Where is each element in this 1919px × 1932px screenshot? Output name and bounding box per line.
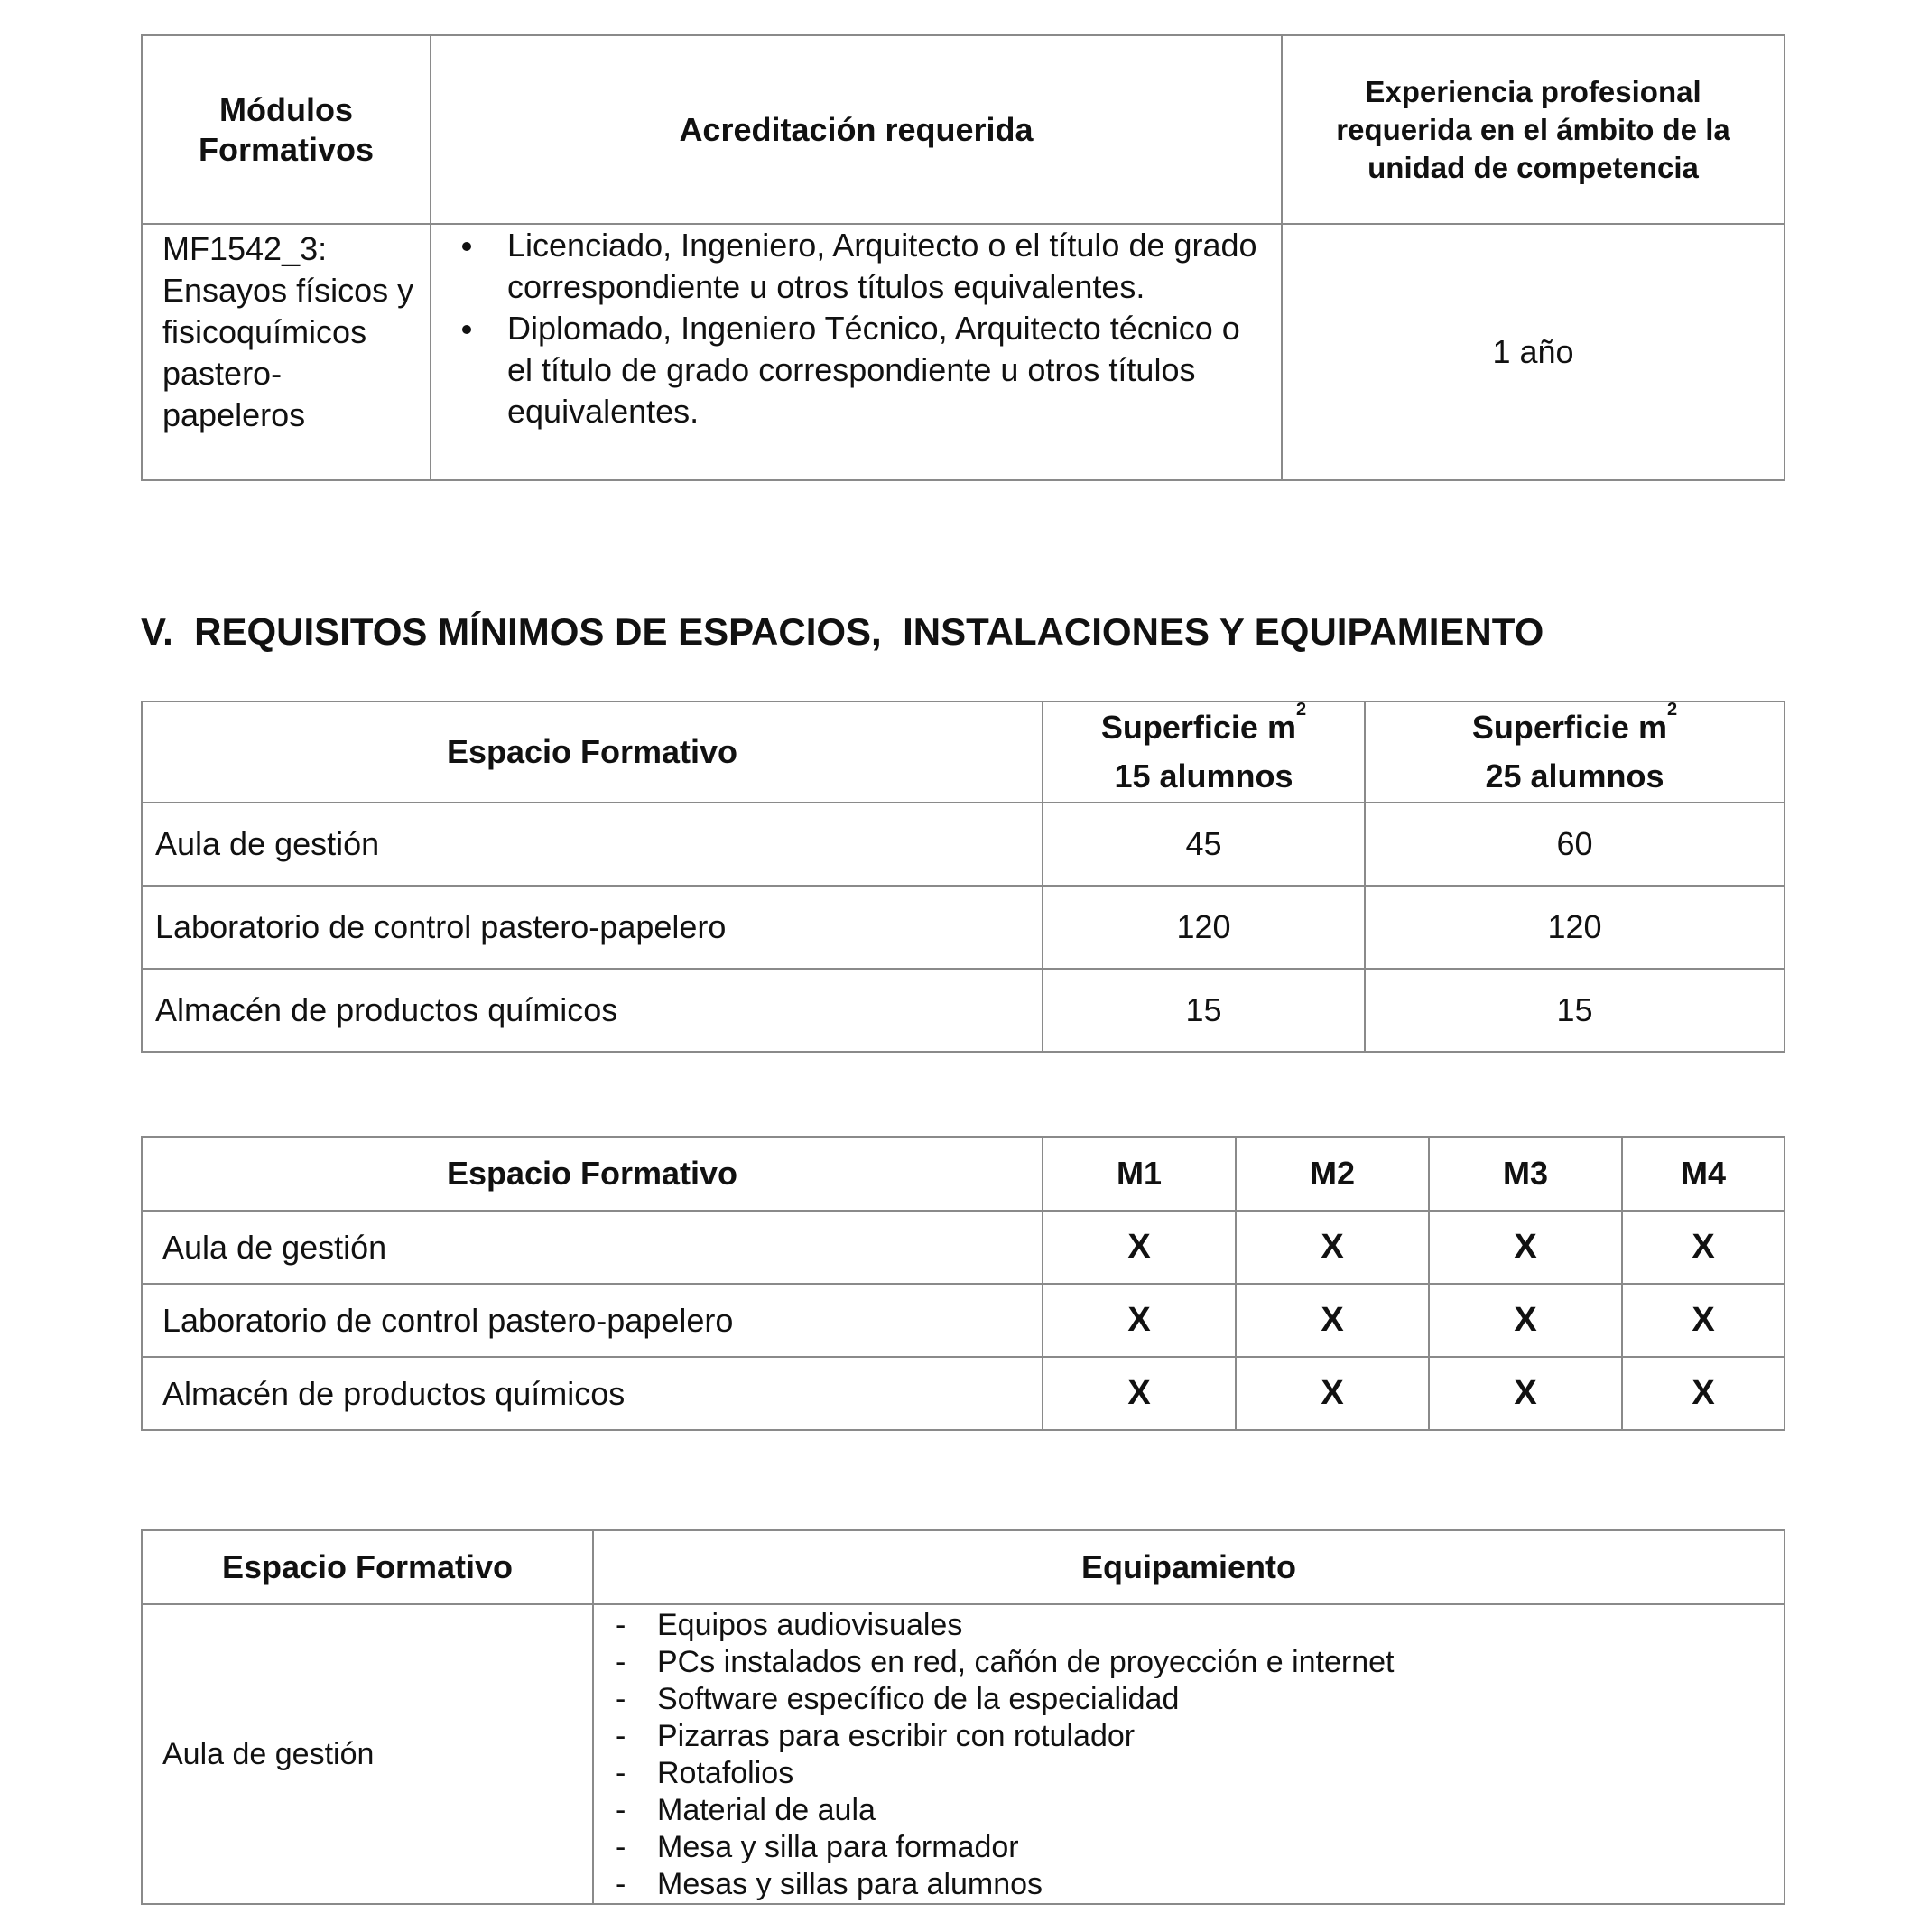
header-equipamiento: Equipamiento xyxy=(593,1530,1785,1604)
header-superficie-label: Superficie m xyxy=(1100,709,1296,746)
list-item: - Equipos audiovisuales xyxy=(612,1607,1775,1644)
mark-cell: X xyxy=(1043,1211,1236,1284)
superscript: 2 xyxy=(1295,700,1307,720)
table-row xyxy=(142,886,1785,969)
header-superficie-25 xyxy=(1365,701,1785,803)
header-m4: M4 xyxy=(1622,1137,1785,1211)
table-header-row xyxy=(142,701,1785,803)
section-heading: REQUISITOS MÍNIMOS DE ESPACIOS, INSTALACIONES Y EQUIPAMIENTO xyxy=(194,610,1544,653)
table-row xyxy=(142,1211,1785,1284)
experience-cell: 1 año xyxy=(1282,224,1785,480)
section-number: V. xyxy=(141,610,173,653)
header-acreditacion: Acreditación requerida xyxy=(431,35,1282,224)
table-row xyxy=(142,1284,1785,1357)
surface-table xyxy=(141,701,1785,1053)
mark-cell: X xyxy=(1043,1284,1236,1357)
accreditation-list xyxy=(457,225,1272,432)
space-cell: Laboratorio de control pastero-papelero xyxy=(142,1284,1043,1357)
header-espacio: Espacio Formativo xyxy=(142,1137,1043,1211)
equipment-cell xyxy=(593,1604,1785,1904)
list-item: - Pizarras para escribir con rotulador xyxy=(612,1718,1775,1755)
mark-cell: X xyxy=(1236,1284,1429,1357)
list-item: Diplomado, Ingeniero Técnico, Arquitecto técnico o el título de grado correspondiente u otros títulos equivalentes. xyxy=(457,308,1272,432)
table-row xyxy=(142,969,1785,1052)
surface-15-cell: 15 xyxy=(1043,969,1365,1052)
table-header-row xyxy=(142,35,1785,224)
section-title xyxy=(141,609,1544,655)
table-header-row xyxy=(142,1137,1785,1211)
list-item: - PCs instalados en red, cañón de proyección e internet xyxy=(612,1644,1775,1681)
header-m3: M3 xyxy=(1429,1137,1622,1211)
header-superficie-label: Superficie m xyxy=(1471,709,1667,746)
equipment-list xyxy=(612,1607,1775,1903)
space-cell: Almacén de productos químicos xyxy=(142,969,1043,1052)
surface-25-cell: 15 xyxy=(1365,969,1785,1052)
mark-cell: X xyxy=(1622,1284,1785,1357)
mark-cell: X xyxy=(1236,1357,1429,1430)
equipment-table xyxy=(141,1529,1785,1905)
surface-15-cell: 45 xyxy=(1043,803,1365,886)
space-cell: Almacén de productos químicos xyxy=(142,1357,1043,1430)
accreditation-table xyxy=(141,34,1785,481)
header-alumnos: 25 alumnos xyxy=(1485,757,1664,794)
list-item: - Rotafolios xyxy=(612,1755,1775,1792)
header-m1: M1 xyxy=(1043,1137,1236,1211)
module-space-table xyxy=(141,1136,1785,1431)
header-m2: M2 xyxy=(1236,1137,1429,1211)
table-row xyxy=(142,803,1785,886)
list-item: - Mesas y sillas para alumnos xyxy=(612,1866,1775,1903)
table-row xyxy=(142,1357,1785,1430)
header-modulos: Módulos Formativos xyxy=(142,35,431,224)
header-experiencia: Experiencia profesional requerida en el ámbito de la unidad de competencia xyxy=(1282,35,1785,224)
mark-cell: X xyxy=(1236,1211,1429,1284)
table-row xyxy=(142,1604,1785,1904)
surface-25-cell: 60 xyxy=(1365,803,1785,886)
mark-cell: X xyxy=(1043,1357,1236,1430)
header-superficie-15 xyxy=(1043,701,1365,803)
surface-25-cell: 120 xyxy=(1365,886,1785,969)
list-item: - Material de aula xyxy=(612,1792,1775,1829)
header-espacio: Espacio Formativo xyxy=(142,701,1043,803)
mark-cell: X xyxy=(1429,1357,1622,1430)
surface-15-cell: 120 xyxy=(1043,886,1365,969)
table-header-row xyxy=(142,1530,1785,1604)
space-cell: Laboratorio de control pastero-papelero xyxy=(142,886,1043,969)
space-cell: Aula de gestión xyxy=(142,1211,1043,1284)
header-alumnos: 15 alumnos xyxy=(1114,757,1293,794)
list-item: Licenciado, Ingeniero, Arquitecto o el título de grado correspondiente u otros títulos equivalentes. xyxy=(457,225,1272,308)
mark-cell: X xyxy=(1429,1284,1622,1357)
space-cell: Aula de gestión xyxy=(142,1604,593,1904)
list-item: - Mesa y silla para formador xyxy=(612,1829,1775,1866)
list-item: - Software específico de la especialidad xyxy=(612,1681,1775,1718)
superscript: 2 xyxy=(1666,700,1678,720)
header-espacio: Espacio Formativo xyxy=(142,1530,593,1604)
mark-cell: X xyxy=(1622,1357,1785,1430)
accreditation-cell xyxy=(431,224,1282,480)
mark-cell: X xyxy=(1622,1211,1785,1284)
space-cell: Aula de gestión xyxy=(142,803,1043,886)
mark-cell: X xyxy=(1429,1211,1622,1284)
module-cell: MF1542_3: Ensayos físicos y fisicoquímicos pastero-papeleros xyxy=(142,224,431,480)
table-row xyxy=(142,224,1785,480)
